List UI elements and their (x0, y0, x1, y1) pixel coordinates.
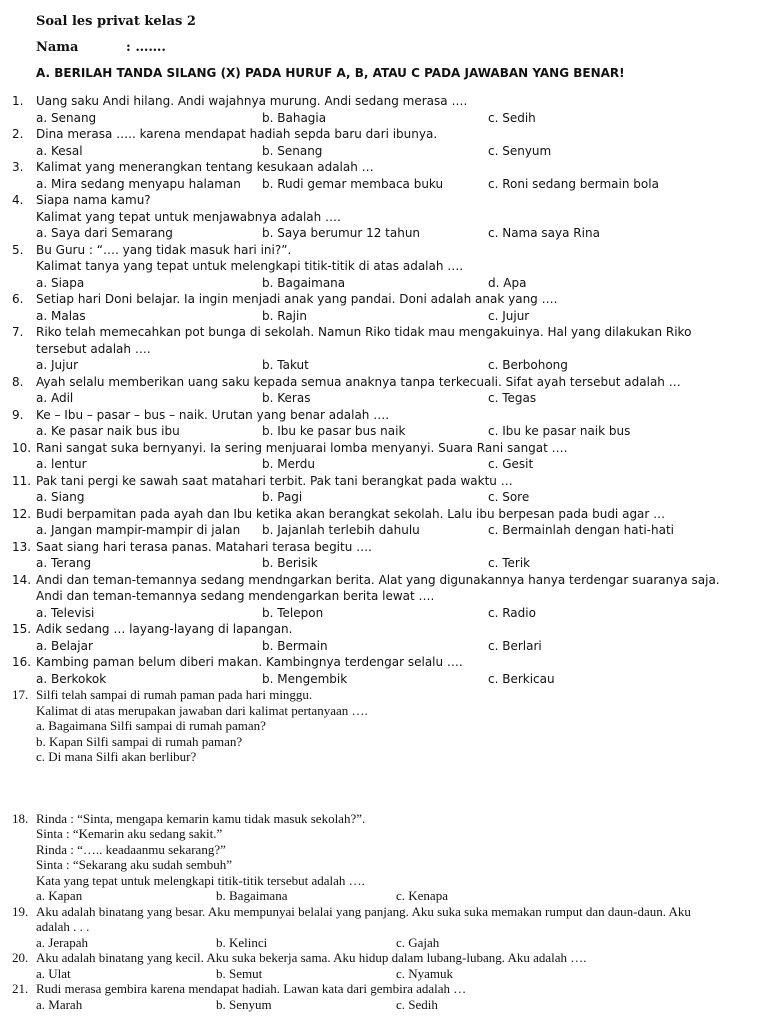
answer-option[interactable]: a. Televisi (36, 605, 95, 620)
question-13 (0, 539, 768, 572)
answer-option[interactable]: c. Sedih (396, 996, 438, 1012)
answer-option[interactable]: a. Jerapah (36, 934, 88, 950)
question-detail: Kalimat tanya yang tepat untuk melengkapi titik-titik di atas adalah …. (36, 259, 464, 273)
question-text: Adik sedang … layang-layang di lapangan. (36, 622, 293, 636)
question-text: Ke – Ibu – pasar – bus – naik. Urutan yang benar adalah …. (36, 407, 390, 422)
answer-option[interactable]: a. Saya dari Semarang (36, 226, 173, 240)
question-4 (0, 192, 768, 242)
question-text: Aku adalah binatang yang besar. Aku mempunyai belalai yang panjang. Aku suka suka memakan rumput dan daun-daun. Aku adalah . . . (36, 903, 691, 934)
question-text: Rinda : “Sinta, mengapa kemarin kamu tidak masuk sekolah?”. (36, 810, 366, 826)
answer-options (0, 671, 768, 688)
answer-option[interactable]: a. Siapa (36, 275, 85, 290)
question-number: 3. (12, 160, 24, 174)
question-number: 16. (12, 655, 32, 669)
question-number: 5. (12, 242, 24, 257)
answer-option[interactable]: a. Kesal (36, 143, 83, 158)
question-number: 1. (12, 94, 24, 108)
question-16 (0, 654, 768, 687)
answer-options (0, 935, 768, 951)
answer-option[interactable]: b. Bagaimana (262, 275, 346, 290)
question-detail: Sinta : “Kemarin aku sedang sakit.” (36, 826, 223, 841)
question-6 (0, 291, 768, 324)
question-3 (0, 159, 768, 192)
answer-options (0, 522, 768, 539)
answer-option[interactable]: c. Bermainlah dengan hati-hati (488, 523, 674, 537)
answer-option[interactable]: a. Belajar (36, 638, 93, 653)
question-10 (0, 440, 768, 473)
question-number: 7. (12, 325, 24, 339)
answer-option[interactable]: b. Jajanlah terlebih dahulu (262, 523, 420, 537)
question-detail: Sinta : “Sekarang aku sudah sembuh” (36, 857, 233, 872)
question-number: 2. (12, 127, 24, 141)
name-label: Nama (36, 40, 79, 55)
answer-options (0, 225, 768, 242)
answer-option[interactable]: c. Gesit (488, 457, 534, 471)
question-text: Rani sangat suka bernyanyi. Ia sering menjuarai lomba menyanyi. Suara Rani sangat …. (36, 440, 568, 455)
answer-option[interactable]: b. Berisik (262, 556, 318, 570)
answer-option[interactable]: b. Kapan Silfi sampai di rumah paman? (36, 733, 243, 749)
question-text: Rudi merasa gembira karena mendapat hadiah. Lawan kata dari gembira adalah … (36, 981, 467, 996)
answer-option[interactable]: a. Berkokok (36, 671, 107, 686)
question-number: 14. (12, 572, 32, 587)
question-text: Kambing paman belum diberi makan. Kambingnya terdengar selalu …. (36, 655, 463, 669)
question-number: 12. (12, 506, 32, 521)
answer-option[interactable]: b. Merdu (262, 457, 315, 471)
question-text: Saat siang hari terasa panas. Matahari terasa begitu …. (36, 539, 372, 554)
answer-option[interactable]: b. Senang (262, 143, 323, 158)
question-18 (0, 811, 768, 904)
answer-option[interactable]: c. Nama saya Rina (488, 226, 600, 240)
answer-options (0, 275, 768, 292)
question-19 (0, 904, 768, 951)
answer-option[interactable]: c. Radio (488, 605, 536, 620)
question-detail: Kalimat yang tepat untuk menjawabnya adalah …. (36, 209, 341, 224)
answer-option[interactable]: c. Berbohong (488, 358, 568, 372)
answer-options (0, 308, 768, 325)
answer-options (0, 390, 768, 407)
answer-options (0, 357, 768, 374)
answer-option[interactable]: a. Jangan mampir-mampir di jalan (36, 523, 241, 537)
answer-options (0, 966, 768, 982)
question-14 (0, 572, 768, 622)
question-17 (0, 687, 768, 765)
question-5 (0, 242, 768, 292)
answer-option[interactable]: b. Kelinci (216, 934, 268, 950)
answer-options (0, 110, 768, 127)
answer-option[interactable]: c. Roni sedang bermain bola (488, 176, 659, 191)
answer-option[interactable]: a. lentur (36, 457, 87, 471)
question-number: 17. (12, 687, 29, 702)
question-text: Aku adalah binatang yang kecil. Aku suka bekerja sama. Aku hidup dalam lubang-lubang. Aku adalah …. (36, 950, 587, 965)
question-21 (0, 981, 768, 1012)
answer-option[interactable]: c. Berlari (488, 638, 542, 653)
question-number: 19. (12, 903, 29, 919)
answer-option[interactable]: c. Ibu ke pasar naik bus (488, 424, 631, 438)
answer-option[interactable]: b. Telepon (262, 605, 324, 620)
section-a-instruction: A. BERILAH TANDA SILANG (X) PADA HURUF A, B, ATAU C PADA JAWABAN YANG BENAR! (36, 66, 625, 80)
question-text: Ayah selalu memberikan uang saku kepada semua anaknya tanpa terkecuali. Sifat ayah tersebut adalah … (36, 374, 681, 389)
answer-option[interactable]: b. Saya berumur 12 tahun (262, 226, 421, 240)
answer-option[interactable]: d. Apa (488, 275, 527, 290)
answer-option[interactable]: c. Sedih (488, 110, 536, 125)
answer-option[interactable]: a. Marah (36, 996, 83, 1012)
question-9 (0, 407, 768, 440)
answer-options (0, 638, 768, 655)
answer-option[interactable]: a. Adil (36, 391, 74, 405)
answer-option[interactable]: b. Bermain (262, 638, 328, 653)
answer-option[interactable]: c. Jujur (488, 308, 530, 323)
question-1 (0, 93, 768, 126)
answer-option[interactable]: a. Ke pasar naik bus ibu (36, 424, 180, 438)
question-number: 9. (12, 407, 24, 422)
answer-option[interactable]: b. Bahagia (262, 110, 327, 125)
answer-option[interactable]: c. Di mana Silfi akan berlibur? (36, 749, 197, 764)
answer-option[interactable]: a. Terang (36, 556, 92, 570)
question-number: 6. (12, 292, 24, 306)
name-field[interactable]: : ……. (126, 40, 166, 55)
answer-option[interactable]: a. Ulat (36, 965, 71, 981)
question-15 (0, 621, 768, 654)
answer-options (0, 176, 768, 193)
question-number: 18. (12, 810, 29, 826)
question-text: Silfi telah sampai di rumah paman pada hari minggu. (36, 687, 313, 702)
question-text: Andi dan teman-temannya sedang mendngarkan berita. Alat yang digunakannya hanya terdengar suaranya saja. Andi dan teman-temannya sedang mendengarkan berita lewat …. (36, 572, 720, 603)
answer-option[interactable]: c. Nyamuk (396, 965, 454, 981)
answer-options (0, 489, 768, 506)
answer-option[interactable]: c. Berkicau (488, 671, 555, 686)
answer-option[interactable]: b. Keras (262, 391, 311, 405)
answer-option[interactable]: c. Kenapa (396, 888, 448, 903)
answer-options (0, 423, 768, 440)
answer-options (0, 605, 768, 622)
answer-option[interactable]: c. Senyum (488, 143, 552, 158)
answer-option[interactable]: c. Terik (488, 556, 531, 570)
answer-option[interactable]: a. Mira sedang menyapu halaman (36, 176, 241, 191)
answer-option[interactable]: b. Semut (216, 965, 263, 981)
question-text: Budi berpamitan pada ayah dan Ibu ketika akan berangkat sekolah. Lalu ibu berpesan pada budi agar … (36, 506, 666, 521)
answer-option[interactable]: b. Mengembik (262, 671, 348, 686)
answer-option[interactable]: c. Sore (488, 490, 530, 504)
answer-option[interactable]: a. Kapan (36, 888, 83, 903)
question-number: 15. (12, 622, 32, 636)
question-12 (0, 506, 768, 539)
question-detail: Kata yang tepat untuk melengkapi titik-titik tersebut adalah …. (36, 872, 365, 888)
page-gap (0, 765, 768, 811)
question-number: 13. (12, 539, 32, 554)
answer-option[interactable]: a. Malas (36, 308, 86, 323)
question-list (0, 93, 768, 1012)
answer-option[interactable]: b. Ibu ke pasar bus naik (262, 424, 406, 438)
answer-option[interactable]: c. Gajah (396, 934, 440, 950)
answer-options (0, 888, 768, 904)
answer-option[interactable]: a. Siang (36, 490, 85, 504)
question-text: Pak tani pergi ke sawah saat matahari terbit. Pak tani berangkat pada waktu … (36, 473, 513, 488)
question-8 (0, 374, 768, 407)
question-number: 4. (12, 193, 24, 207)
answer-option[interactable]: b. Takut (262, 358, 309, 372)
question-11 (0, 473, 768, 506)
question-detail: Kalimat di atas merupakan jawaban dari kalimat pertanyaan …. (36, 702, 368, 718)
answer-option[interactable]: b. Pagi (262, 490, 303, 504)
question-7 (0, 324, 768, 374)
answer-options (0, 143, 768, 160)
question-text: Setiap hari Doni belajar. Ia ingin menjadi anak yang pandai. Doni adalah anak yang …. (36, 292, 558, 306)
question-number: 11. (12, 473, 32, 488)
question-number: 20. (12, 950, 29, 965)
question-number: 10. (12, 440, 32, 455)
answer-option[interactable]: a. Senang (36, 110, 97, 125)
answer-option[interactable]: b. Rajin (262, 308, 307, 323)
answer-options (0, 456, 768, 473)
answer-option[interactable]: b. Bagaimana (216, 888, 288, 903)
question-number: 8. (12, 374, 24, 389)
question-20 (0, 950, 768, 981)
question-text: Bu Guru : “…. yang tidak masuk hari ini?”. (36, 242, 292, 257)
answer-options (0, 555, 768, 572)
question-detail: Rinda : “….. keadaanmu sekarang?” (36, 841, 226, 857)
question-text: Uang saku Andi hilang. Andi wajahnya murung. Andi sedang merasa …. (36, 94, 468, 108)
question-text: Dina merasa ….. karena mendapat hadiah sepda baru dari ibunya. (36, 127, 438, 141)
question-number: 21. (12, 981, 29, 996)
question-2 (0, 126, 768, 159)
answer-options (0, 997, 768, 1013)
question-text: Riko telah memecahkan pot bunga di sekolah. Namun Riko tidak mau mengakuinya. Hal yang dilakukan Riko tersebut adalah …. (36, 325, 692, 356)
answer-option[interactable]: b. Senyum (216, 996, 272, 1012)
worksheet-title: Soal les privat kelas 2 (36, 14, 196, 29)
question-text: Siapa nama kamu? (36, 193, 151, 207)
answer-option[interactable]: a. Jujur (36, 358, 78, 372)
answer-option[interactable]: c. Tegas (488, 391, 537, 405)
answer-option[interactable]: a. Bagaimana Silfi sampai di rumah paman? (36, 718, 266, 733)
question-text: Kalimat yang menerangkan tentang kesukaan adalah … (36, 160, 374, 174)
answer-option[interactable]: b. Rudi gemar membaca buku (262, 176, 444, 191)
